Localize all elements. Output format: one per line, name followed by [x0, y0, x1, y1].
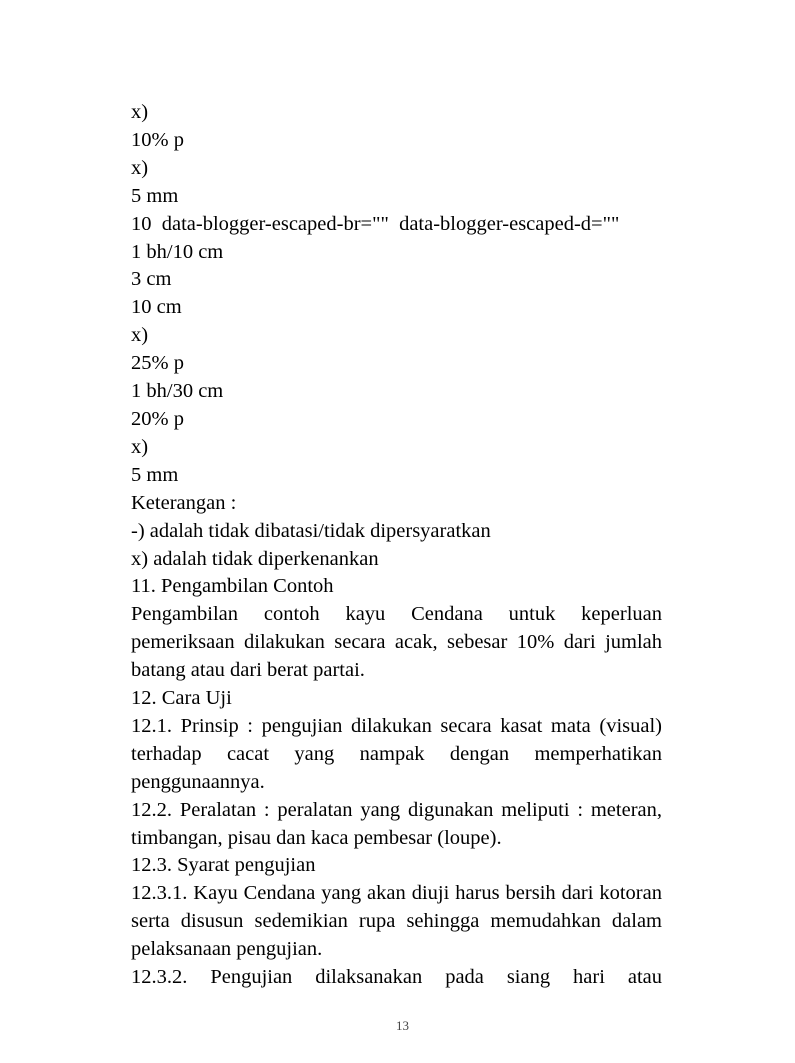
text-line: x) [131, 435, 149, 458]
text-line: x) [131, 324, 149, 347]
section-heading-test-method: 12. Cara Uji [131, 687, 232, 710]
text-line: 25% p [131, 352, 184, 375]
legend-heading: Keterangan : [131, 491, 237, 514]
principle-paragraph: 12.1. Prinsip : pengujian dilakukan secara kasat mata (visual) terhadap cacat yang nampak dengan memperhatikan penggunaannya. [131, 714, 662, 793]
legend-item: x) adalah tidak diperkenankan [131, 547, 379, 570]
text-line: 5 mm [131, 463, 179, 486]
text-line: 3 cm [131, 268, 172, 291]
text-line: 10 data-blogger-escaped-br="" data-blogger-escaped-d="" [131, 212, 620, 235]
requirement-1-paragraph: 12.3.1. Kayu Cendana yang akan diuji harus bersih dari kotoran serta disusun sedemikian rupa sehingga memudahkan dalam pelaksanaan pengujian. [131, 882, 662, 961]
page-number: 13 [396, 1018, 409, 1033]
section-heading-test-requirements: 12.3. Syarat pengujian [131, 854, 316, 877]
legend-item: -) adalah tidak dibatasi/tidak dipersyaratkan [131, 519, 491, 542]
requirement-2-paragraph: 12.3.2. Pengujian dilaksanakan pada siang hari atau [131, 966, 662, 989]
text-line: 10 cm [131, 296, 182, 319]
text-line: x) [131, 156, 149, 179]
text-line: x) [131, 101, 149, 123]
page-content [131, 99, 662, 992]
section-heading-sampling: 11. Pengambilan Contoh [131, 575, 334, 598]
text-line: 5 mm [131, 184, 179, 207]
text-line: 1 bh/10 cm [131, 240, 224, 263]
text-line: 1 bh/30 cm [131, 380, 224, 403]
text-line: 10% p [131, 128, 184, 151]
equipment-paragraph: 12.2. Peralatan : peralatan yang digunakan meliputi : meteran, timbangan, pisau dan kaca pembesar (loupe). [131, 798, 662, 849]
text-line: 20% p [131, 407, 184, 430]
sampling-paragraph: Pengambilan contoh kayu Cendana untuk keperluan pemeriksaan dilakukan secara acak, sebesar 10% dari jumlah batang atau dari berat partai. [131, 603, 662, 682]
